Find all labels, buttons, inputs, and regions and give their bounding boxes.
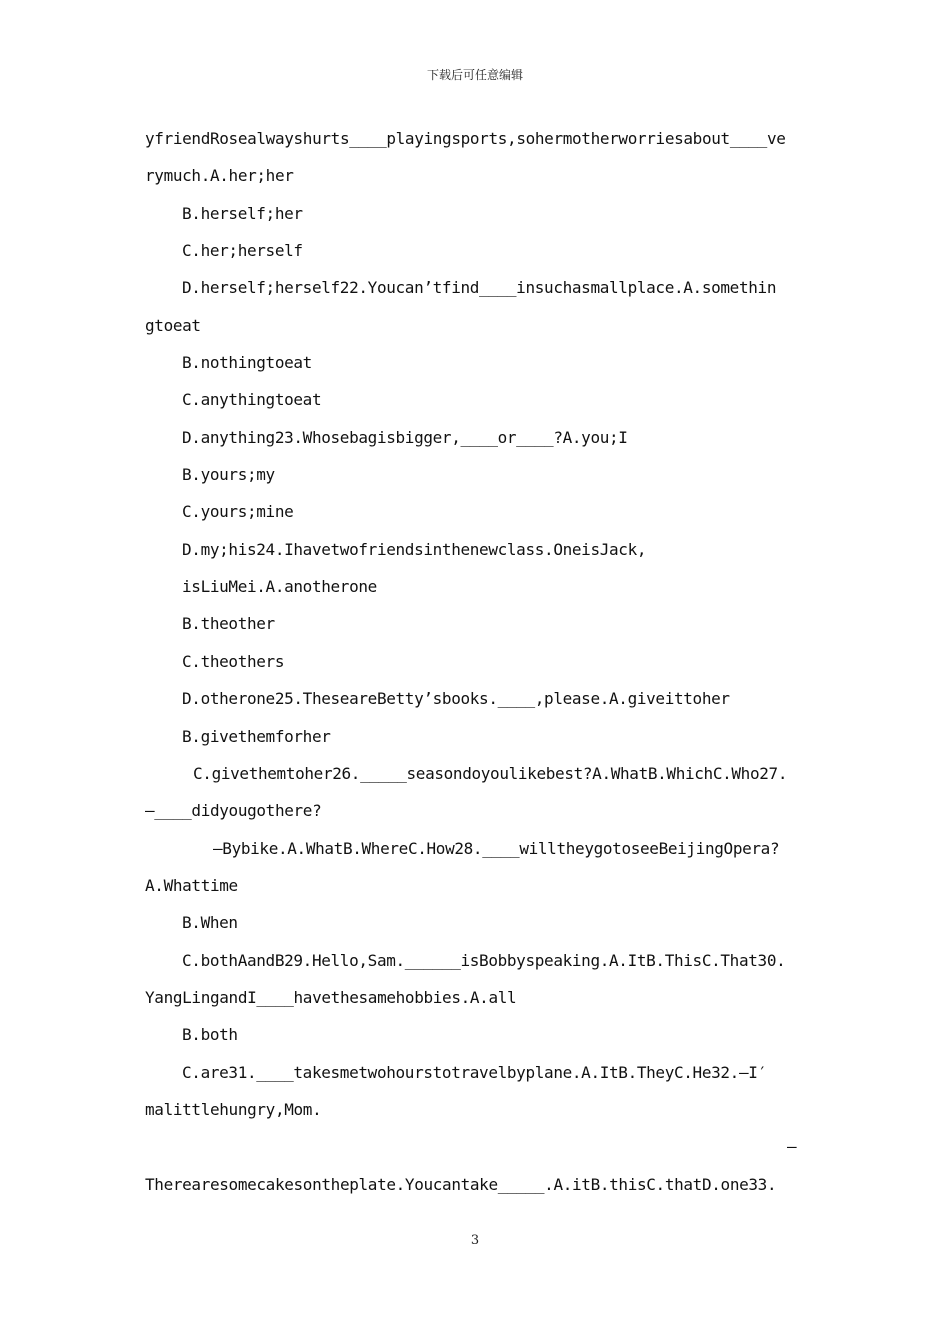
text-line: D.anything23.Whosebagisbigger,____or____?A.you;I <box>182 428 628 447</box>
text-line: B.yours;my <box>182 465 275 484</box>
text-line: C.bothAandB29.Hello,Sam.______isBobbyspeaking.A.ItB.ThisC.That30. <box>182 951 786 970</box>
text-line: C.anythingtoeat <box>182 390 322 409</box>
text-line: Therearesomecakesontheplate.Youcantake_____.A.itB.thisC.thatD.one33. <box>145 1175 777 1194</box>
text-line: C.yours;mine <box>182 502 294 521</box>
text-line: — <box>787 1137 797 1156</box>
text-line: B.When <box>182 913 238 932</box>
text-line: D.herself;herself22.Youcan’tfind____insuchasmallplace.A.somethin <box>182 278 777 297</box>
text-line: YangLingandI____havethesamehobbies.A.all <box>145 988 517 1007</box>
text-line: B.herself;her <box>182 204 303 223</box>
text-line: B.both <box>182 1025 238 1044</box>
text-line: B.givethemforher <box>182 727 331 746</box>
text-line: isLiuMei.A.anotherone <box>182 577 377 596</box>
text-line: B.theother <box>182 614 275 633</box>
text-line: C.givethemtoher26._____seasondoyoulikebest?A.WhatB.WhichC.Who27. <box>193 764 788 783</box>
text-line: malittlehungry,Mom. <box>145 1100 322 1119</box>
text-line: C.are31.____takesmetwohourstotravelbyplane.A.ItB.TheyC.He32.—I′ <box>182 1063 767 1082</box>
text-line: C.her;herself <box>182 241 303 260</box>
page-number: 3 <box>470 1233 480 1248</box>
text-line: —Bybike.A.WhatB.WhereC.How28.____willtheygotoseeBeijingOpera? <box>213 839 780 858</box>
text-line: B.nothingtoeat <box>182 353 312 372</box>
text-line: —____didyougothere? <box>145 801 322 820</box>
page-header: 下载后可任意编辑 <box>426 68 523 82</box>
text-line: C.theothers <box>182 652 285 671</box>
text-line: yfriendRosealwayshurts____playingsports,sohermotherworriesabout____ve <box>145 129 786 148</box>
text-line: D.otherone25.ThesearеBetty’sbooks.____,please.A.giveittoher <box>182 689 730 708</box>
text-line: D.my;his24.Ihavetwofriendsinthenewclass.OneisJack, <box>182 540 647 559</box>
text-line: A.Whattime <box>145 876 238 895</box>
text-line: gtoeat <box>145 316 201 335</box>
text-line: rymuch.A.her;her <box>145 166 294 185</box>
